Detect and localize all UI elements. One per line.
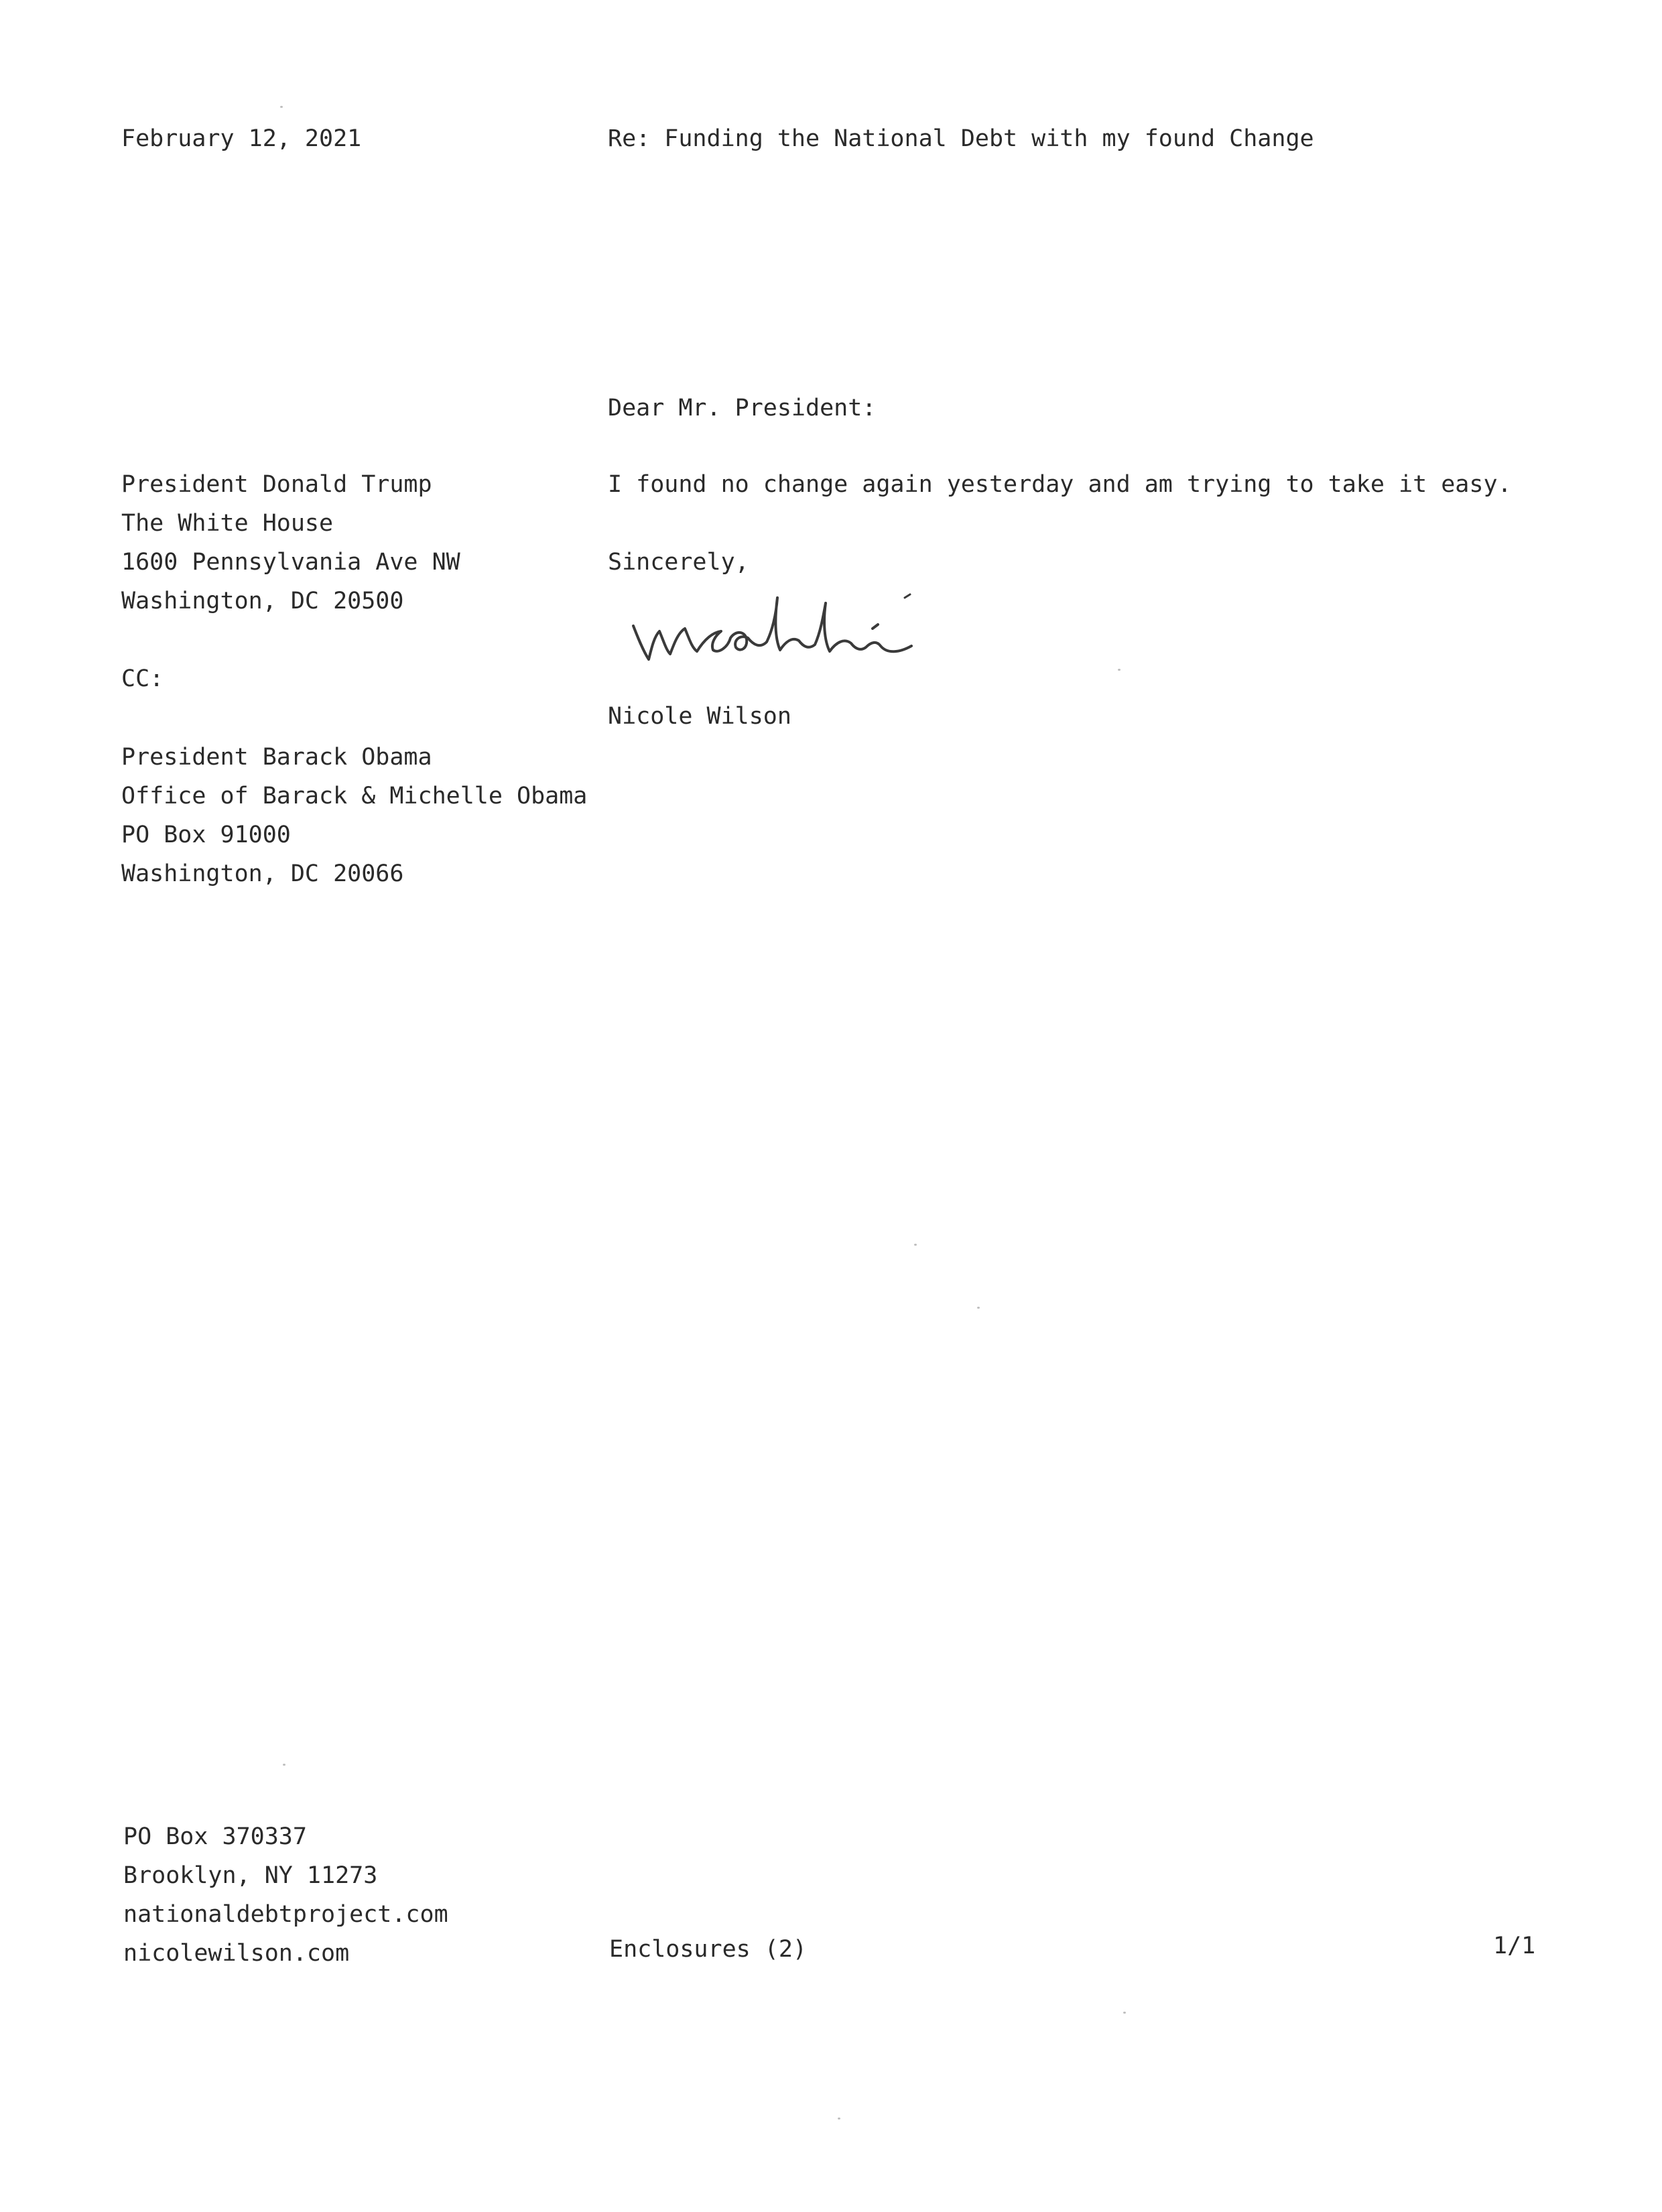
signature-icon xyxy=(623,584,932,690)
sender-po-box: PO Box 370337 xyxy=(123,1823,307,1850)
enclosures-note: Enclosures (2) xyxy=(609,1936,808,1963)
sender-city: Brooklyn, NY 11273 xyxy=(123,1862,378,1889)
paper-speck xyxy=(977,1307,980,1309)
cc-address xyxy=(121,738,587,893)
page-number: 1/1 xyxy=(1493,1933,1536,1959)
recipient-name: President Donald Trump xyxy=(121,471,432,498)
sender-website-personal: nicolewilson.com xyxy=(123,1940,350,1967)
letter-date: February 12, 2021 xyxy=(121,125,362,152)
paper-speck xyxy=(838,2118,840,2120)
letter-subject: Re: Funding the National Debt with my found Change xyxy=(608,125,1314,152)
recipient-street: 1600 Pennsylvania Ave NW xyxy=(121,549,460,576)
signer-name: Nicole Wilson xyxy=(608,703,791,730)
recipient-organization: The White House xyxy=(121,510,334,537)
sender-website-project: nationaldebtproject.com xyxy=(123,1901,448,1928)
paper-speck xyxy=(280,106,283,108)
letter-body: I found no change again yesterday and am trying to take it easy. xyxy=(608,471,1512,498)
paper-speck xyxy=(914,1244,917,1246)
recipient-address xyxy=(121,465,460,621)
paper-speck xyxy=(1123,2012,1126,2014)
cc-organization: Office of Barack & Michelle Obama xyxy=(121,783,588,809)
cc-name: President Barack Obama xyxy=(121,744,432,771)
recipient-city: Washington, DC 20500 xyxy=(121,588,404,614)
paper-speck xyxy=(283,1764,285,1766)
cc-po-box: PO Box 91000 xyxy=(121,822,291,848)
cc-city: Washington, DC 20066 xyxy=(121,860,404,887)
paper-speck xyxy=(1118,669,1121,671)
closing: Sincerely, xyxy=(608,549,749,576)
sender-address xyxy=(123,1817,448,1973)
cc-label: CC: xyxy=(121,665,164,692)
salutation: Dear Mr. President: xyxy=(608,395,877,421)
